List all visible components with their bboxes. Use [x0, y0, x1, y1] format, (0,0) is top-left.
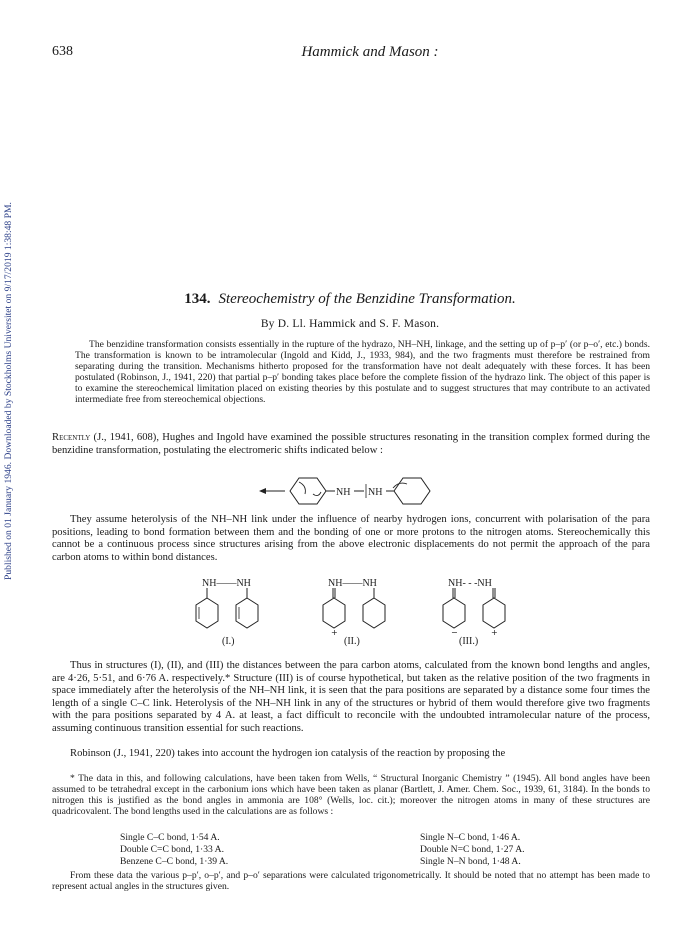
svg-text:+: + [491, 628, 498, 637]
bond-length-item: Double C=C bond, 1·33 A. [120, 844, 225, 855]
bond-length-item: Single N–N bond, 1·48 A. [420, 856, 521, 867]
svg-text:−: − [451, 628, 458, 637]
svg-text:+: + [331, 628, 338, 637]
structure-1-label: (I.) [222, 636, 235, 647]
intro-text: (J., 1941, 608), Hughes and Ingold have examined the possible structures resonating in the transition complex formed during the benzidine transformation, postulating the electromeric shifts indicated below : [52, 432, 650, 456]
running-title: Hammick and Mason : [301, 44, 439, 60]
bond-length-item: Benzene C–C bond, 1·39 A. [120, 856, 229, 867]
structure-1-top: NH——NH [202, 578, 251, 589]
structure-3-label: (III.) [459, 636, 479, 647]
structure-3-top: NH- - -NH [448, 578, 492, 589]
abstract: The benzidine transformation consists essentially in the rupture of the hydrazo, NH–NH, linkage, and the setting up of p–p′ (or p–o′, etc.) bonds. The transformation is known to be intramolecular (Ingold and Kidd, J., 1933, 984), and the two fragments must therefore be restrained from separating during the transition. Mechanisms hitherto proposed for the transformation have not dealt adequately with these forces. It has been postulated (Robinson, J., 1941, 220) that partial p–p′ bonding takes place before the complete fission of the hydrazo link. The object of this paper is to examine the stereochemical limitation placed on existing theories by this postulate and to suggest structures that may contribute to an activated intermediate free from stereochemical objections. [75, 339, 650, 406]
scheme-nh-right: NH [368, 487, 383, 498]
intro-paragraph [52, 432, 650, 457]
structure-2-top: NH——NH [328, 578, 377, 589]
bond-length-item: Single C–C bond, 1·54 A. [120, 832, 220, 843]
authors: By D. Ll. Hammick and S. F. Mason. [260, 318, 440, 330]
structure-2-label: (II.) [344, 636, 360, 647]
intro-lead: Recently [52, 432, 91, 443]
closing-note: From these data the various p–p′, o–p′, and p–o′ separations were calculated trigonometrically. It should be noted that no attempt has been made to represent actual angles in the structures given. [52, 870, 650, 892]
download-notice: Published on 01 January 1946. Downloaded by Stockholms Universitet on 9/17/2019 1:38:48 PM. [3, 202, 14, 580]
page-number: 638 [52, 44, 73, 59]
electromeric-shift-scheme [255, 472, 455, 510]
paragraph-4: Robinson (J., 1941, 220) takes into account the hydrogen ion catalysis of the reaction by proposing the [70, 748, 506, 759]
footnote: * The data in this, and following calculations, have been taken from Wells, “ Structural Inorganic Chemistry ” (1945). All bond angles have been assumed to be tetrahedral except in the carbonium ions which have been taken as planar (Bartlett, J. Amer. Chem. Soc., 1939, 61, 3184). In the bonds to nitrogen this is justified as the bond angles in ammonia are 108° (Wells, loc. cit.); moreover the nitrogen atoms in many of these structures are quadricovalent. The bond lengths used in the calculations are as follows : [52, 773, 650, 817]
bond-lengths-left [120, 832, 228, 868]
bond-lengths-right [420, 832, 525, 868]
article-title: Stereochemistry of the Benzidine Transformation. [218, 291, 516, 307]
article-number: 134. [184, 291, 211, 307]
scheme-nh-left: NH [336, 487, 351, 498]
article-title-line [0, 291, 700, 308]
bond-length-item: Single N–C bond, 1·46 A. [420, 832, 521, 843]
bond-length-item: Double N=C bond, 1·27 A. [420, 844, 525, 855]
paragraph-2: They assume heterolysis of the NH–NH link under the influence of nearby hydrogen ions, concurrent with polarisation of the para positions, leading to bond formation between them and the bonding of one or more protons to the nitrogen atoms. Stereochemically this cannot be a continuous process since structures arising from the above electronic displacements do not permit the approach of the para carbon atoms to within bond distances. [52, 514, 650, 563]
paragraph-3: Thus in structures (I), (II), and (III) the distances between the para carbon atoms, calculated from the known bond lengths and angles, are 4·26, 5·51, and 6·76 A. respectively.* Structure (III) is of course hypothetical, but taken as the relative position of the two fragments in space immediately after the heterolysis of the NH–NH link, it is seen that the para positions are separated by a distance some four times the length of a single C–C link. Heterolysis of the NH–NH link in any of the structures or hybrid of them would therefore give two fragments with the para positions separated by 4 A. at least, a fact difficult to reconcile with the undoubted intramolecular nature of the process, assuming continuous transition essential for such reactions. [52, 660, 650, 734]
